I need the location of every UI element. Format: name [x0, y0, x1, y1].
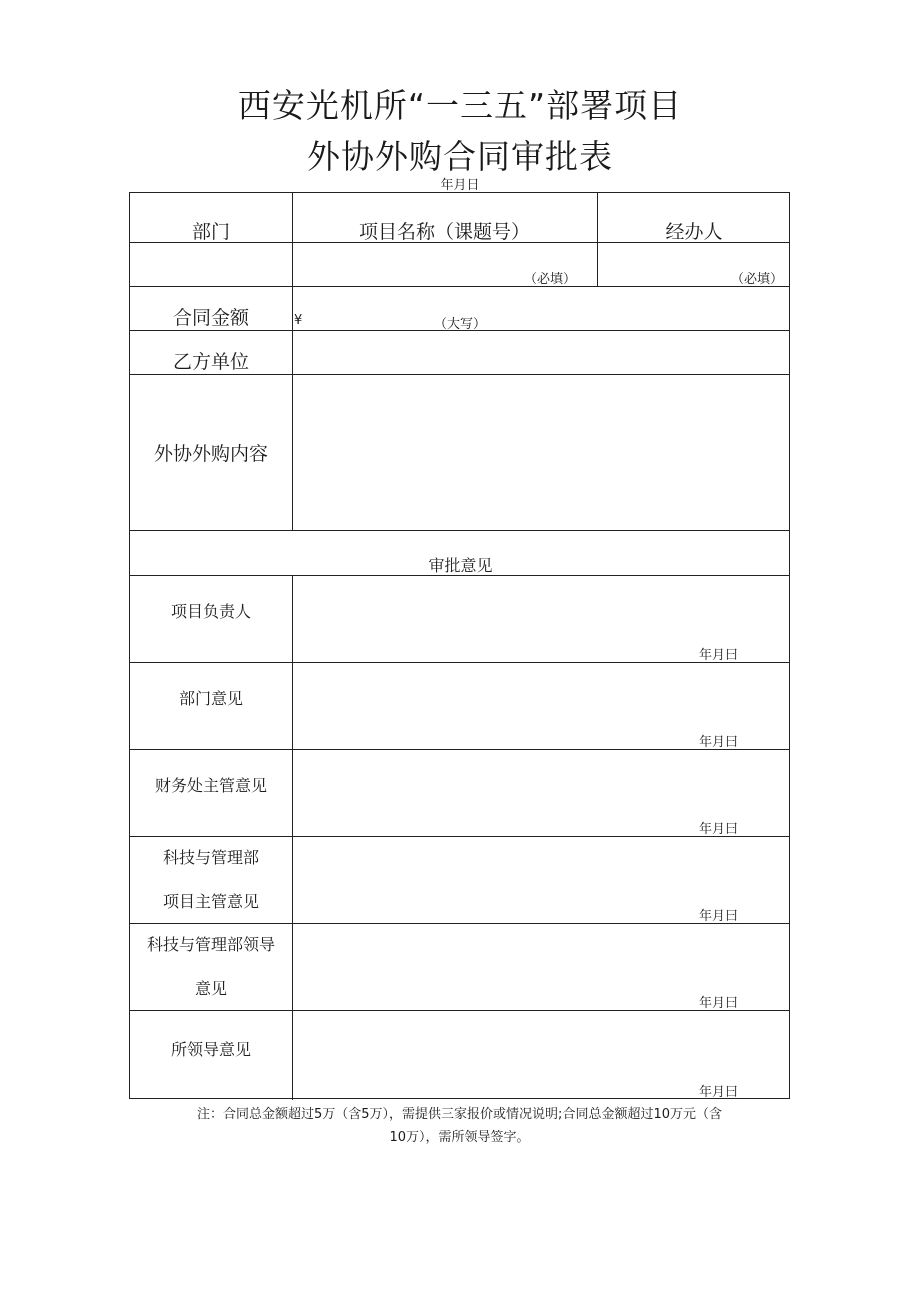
dept-input[interactable]	[130, 242, 292, 286]
approval-label-tech-project-line1: 科技与管理部	[162, 847, 259, 867]
approval-label-tech-leader	[130, 923, 292, 1010]
approval-date-project-lead: 年月曰	[699, 648, 739, 663]
approval-label-finance: 财务处主管意见	[154, 776, 267, 795]
project-header: 项目名称（课题号）	[358, 220, 530, 243]
approval-heading: 审批意见	[428, 555, 493, 575]
approval-label-project-lead: 项目负责人	[170, 602, 251, 621]
approval-label-tech-project	[130, 836, 292, 923]
approval-date-tech-leader: 年月曰	[699, 996, 739, 1011]
party-b-input[interactable]	[293, 330, 791, 374]
approval-date-tech-project: 年月曰	[699, 909, 739, 924]
approval-label-tech-leader-line2: 意见	[194, 978, 227, 998]
currency-symbol: ¥	[294, 313, 303, 328]
form-title-line1: 西安光机所“一三五”部署项目	[237, 86, 683, 125]
approval-label-institute-leader: 所领导意见	[170, 1039, 251, 1059]
footnote-line2: 10万），需所领导签字。	[389, 1130, 530, 1145]
handler-header: 经办人	[665, 220, 723, 243]
approval-form-table	[129, 192, 790, 1099]
project-required-hint: （必填）	[524, 272, 577, 287]
approval-date-finance: 年月曰	[699, 822, 739, 837]
handler-required-hint: （必填）	[731, 272, 784, 287]
party-b-label: 乙方单位	[172, 350, 249, 373]
content-label: 外协外购内容	[153, 442, 268, 465]
row-divider	[130, 530, 789, 531]
approval-label-tech-leader-line1: 科技与管理部领导	[146, 934, 275, 954]
approval-label-dept: 部门意见	[178, 689, 243, 708]
dept-header: 部门	[191, 220, 230, 243]
form-date: 年月日	[440, 178, 480, 193]
amount-label: 合同金额	[172, 306, 249, 329]
footnote-line1: 注：合同总金额超过5万（含5万），需提供三家报价或情况说明;合同总金额超过10万元（含	[197, 1107, 722, 1122]
amount-capital-hint: （大写）	[434, 317, 487, 332]
content-input[interactable]	[293, 374, 791, 530]
approval-date-institute-leader: 年月曰	[699, 1085, 739, 1100]
approval-label-tech-project-line2: 项目主管意见	[162, 891, 259, 911]
approval-date-dept: 年月曰	[699, 735, 739, 750]
form-title-line2: 外协外购合同审批表	[307, 137, 613, 176]
amount-input[interactable]	[300, 286, 791, 330]
